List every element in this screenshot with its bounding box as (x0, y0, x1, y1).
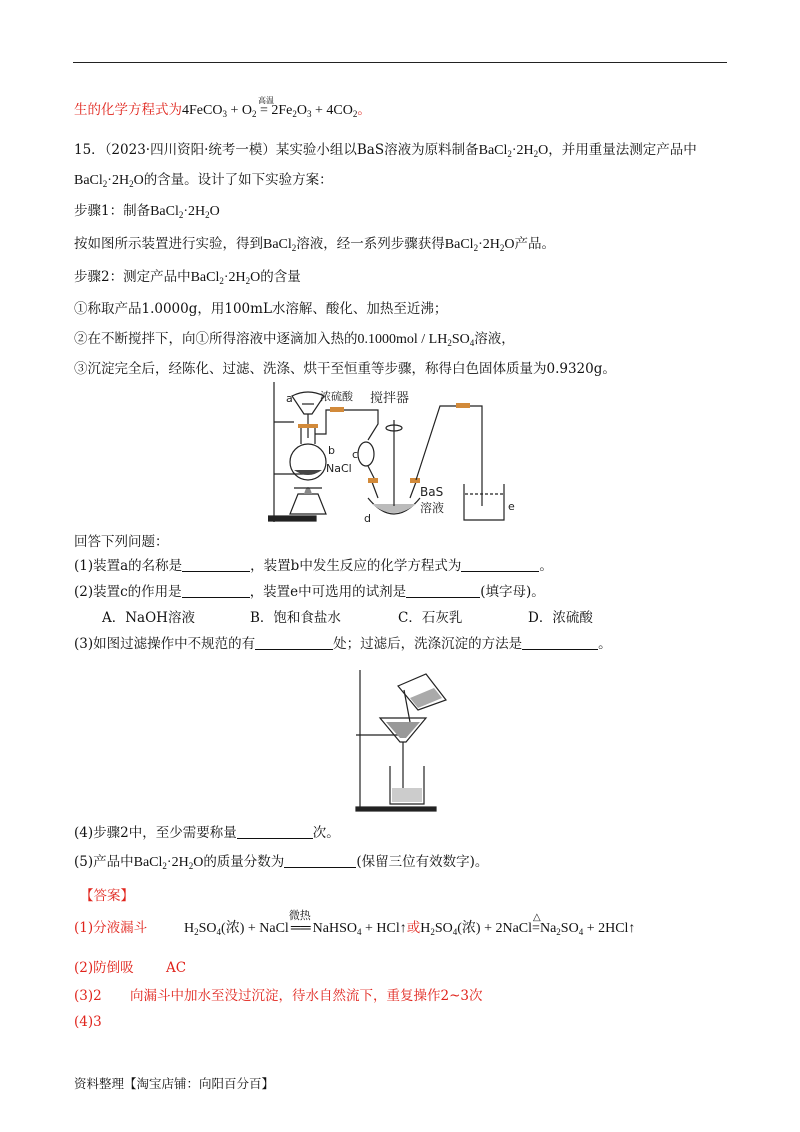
answer-or: 或 (406, 920, 421, 936)
answer-blank[interactable] (284, 853, 356, 868)
stand-base (356, 807, 436, 811)
formula-bacl2: $BaCl_2\cdot 2H_2O$ (133, 855, 204, 871)
condition-heat: 微热 (288, 910, 311, 922)
q3-c: 。 (598, 636, 612, 652)
step1-title (74, 201, 220, 225)
q15-intro1b: ，并用重量法测定产品中 (548, 142, 697, 158)
answer-blank[interactable] (406, 583, 480, 598)
answer-blank[interactable] (237, 824, 313, 839)
rubber-stopper (298, 424, 318, 428)
q15-intro2b: 的含量。设计了如下实验方案： (143, 172, 333, 188)
formula-bacl2: $BaCl_2\cdot 2H_2O$ (478, 143, 549, 159)
q5-b: 的质量分数为 (203, 854, 285, 870)
answer-2 (74, 958, 186, 978)
q2-a: (2)装置c的作用是 (74, 584, 182, 600)
beaker-e (464, 484, 504, 520)
question-source: （2023·四川资阳·统考一模） (104, 142, 276, 158)
label-stirrer: 搅拌器 (370, 391, 410, 406)
question-4 (74, 823, 340, 843)
label-b: b (328, 444, 335, 457)
question-2 (74, 582, 545, 602)
question-3 (74, 634, 612, 654)
label-e: e (508, 500, 515, 513)
step1-title-text: 步骤1：制备 (74, 203, 151, 219)
questions-intro: 回答下列问题： (74, 534, 169, 550)
answer-blank[interactable] (522, 635, 598, 650)
answer-2-choice: AC (166, 960, 187, 976)
formula-bacl2: $BaCl_2\cdot 2H_2O$ (190, 270, 261, 286)
formula-bacl2: $BaCl_2\cdot 2H_2O$ (150, 204, 220, 220)
label-a: a (286, 392, 293, 405)
filtration-figure (352, 662, 452, 814)
flask-stopper-1 (368, 478, 378, 483)
question-1 (74, 556, 553, 576)
option-d[interactable]: D．浓硫酸 (528, 610, 593, 626)
filtrate (392, 788, 422, 802)
step2-title-a: 步骤2：测定产品中 (74, 269, 191, 285)
flask-stopper-3 (410, 478, 420, 483)
formula-h2so4-conc: $0.1000mol / LH_2SO_4$ (357, 332, 475, 348)
q3-a: (3)如图过滤操作中不规范的有 (74, 636, 256, 652)
pouring-liquid (410, 688, 442, 708)
q2-c: (填字母)。 (480, 584, 545, 600)
option-a[interactable]: A．NaOH溶液 (102, 610, 195, 626)
question-2-options (102, 608, 593, 628)
answer-3-method: 向漏斗中加水至没过沉淀，待水自然流下，重复操作2~3次 (130, 988, 483, 1004)
q3-b: 处；过滤后，洗涤沉淀的方法是 (333, 636, 523, 652)
stand-base (268, 516, 316, 521)
answer-1 (74, 910, 636, 942)
answer-blank[interactable] (182, 557, 250, 572)
step2-sub1: ①称取产品1.0000g，用100mL水溶解、酸化、加热至近沸； (74, 301, 448, 317)
label-bas: BaS (420, 485, 444, 499)
label-acid: 浓硫酸 (320, 390, 353, 403)
q5-c: (保留三位有效数字)。 (356, 854, 489, 870)
prev-answer-line (74, 96, 371, 124)
answer-1-equation-2: $H_2SO_4$(浓) + 2NaCl △ $=Na_2SO_4$ + 2HCl↑ (420, 921, 635, 936)
step1-text (74, 234, 555, 258)
formula-bacl2-plain: BaCl$_2$ (263, 237, 297, 253)
step2-title-b: 的含量 (260, 269, 301, 285)
step2-sub2-b: 溶液， (474, 331, 515, 347)
option-b[interactable]: B．饱和食盐水 (250, 610, 341, 626)
answer-2-text: (2)防倒吸 (74, 960, 134, 976)
q15-intro1: 某实验小组以BaS溶液为原料制备 (275, 142, 479, 158)
condition-high-temp: 高温 (257, 96, 274, 105)
alcohol-lamp (290, 494, 326, 514)
formula-bacl2: $BaCl_2\cdot 2H_2O$ (444, 237, 515, 253)
formula-bacl2: $BaCl_2\cdot 2H_2O$ (74, 173, 144, 189)
prev-equation: 4FeCO$_3$ + $O_2$ 高温 = $2Fe_2O_3 + 4CO_2$ (182, 103, 357, 118)
q15-line2 (74, 170, 333, 194)
answer-3 (74, 986, 483, 1006)
footer-source: 资料整理【淘宝店铺：向阳百分百】 (74, 1076, 275, 1091)
answer-blank[interactable] (255, 635, 333, 650)
step2-sub2-a: ②在不断搅拌下，向①所得溶液中逐滴加入热的 (74, 331, 358, 347)
flask-neck-3 (410, 482, 416, 498)
answer-1-equation-1: $H_2SO_4$(浓) + NaCl 微热 ══ NaHSO$_4$ + HCl↑ (184, 921, 407, 936)
answer-blank[interactable] (182, 583, 250, 598)
q2-b: ，装置e中可选用的试剂是 (249, 584, 407, 600)
prev-answer-lead: 生的化学方程式为 (74, 102, 182, 118)
option-c[interactable]: C．石灰乳 (398, 610, 463, 626)
step2-sub2 (74, 329, 515, 353)
answer-1-label: (1)分液漏斗 (74, 920, 148, 936)
label-c: c (352, 448, 359, 461)
apparatus-figure (268, 382, 530, 527)
step2-title (74, 267, 301, 291)
q4-b: 次。 (312, 825, 340, 841)
answer-3-count: (3)2 (74, 988, 102, 1004)
step2-sub3: ③沉淀完全后，经陈化、过滤、洗涤、烘干至恒重等步骤，称得白色固体质量为0.9320g。 (74, 361, 616, 377)
tube-joint-1 (330, 407, 344, 412)
q1-b: ，装置b中发生反应的化学方程式为 (250, 558, 462, 574)
safety-bulb-c (358, 442, 374, 466)
step1-text-c: 产品。 (514, 236, 555, 252)
answer-4: (4)3 (74, 1014, 102, 1030)
tube-joint-2 (456, 403, 470, 408)
prev-answer-end: 。 (357, 102, 371, 118)
label-nacl: NaCl (326, 462, 352, 475)
answer-blank[interactable] (461, 557, 539, 572)
header-rule (73, 62, 727, 63)
question-number: 15． (74, 142, 105, 158)
label-solution: 溶液 (420, 501, 445, 515)
label-d: d (364, 512, 371, 525)
delivery-tube-1 (315, 410, 378, 440)
step1-text-a: 按如图所示装置进行实验，得到 (74, 236, 263, 252)
question-5 (74, 852, 488, 876)
q4-a: (4)步骤2中，至少需要称量 (74, 825, 237, 841)
q1-a: (1)装置a的名称是 (74, 558, 183, 574)
answer-header: 【答案】 (80, 888, 134, 904)
glass-rod (404, 690, 410, 722)
q1-c: 。 (539, 558, 553, 574)
q5-a: (5)产品中 (74, 854, 134, 870)
heat-triangle-icon: △ (533, 912, 541, 923)
flask-neck-1 (372, 482, 378, 498)
step1-text-b: 溶液，经一系列步骤获得 (296, 236, 445, 252)
q15-line1 (74, 140, 697, 164)
